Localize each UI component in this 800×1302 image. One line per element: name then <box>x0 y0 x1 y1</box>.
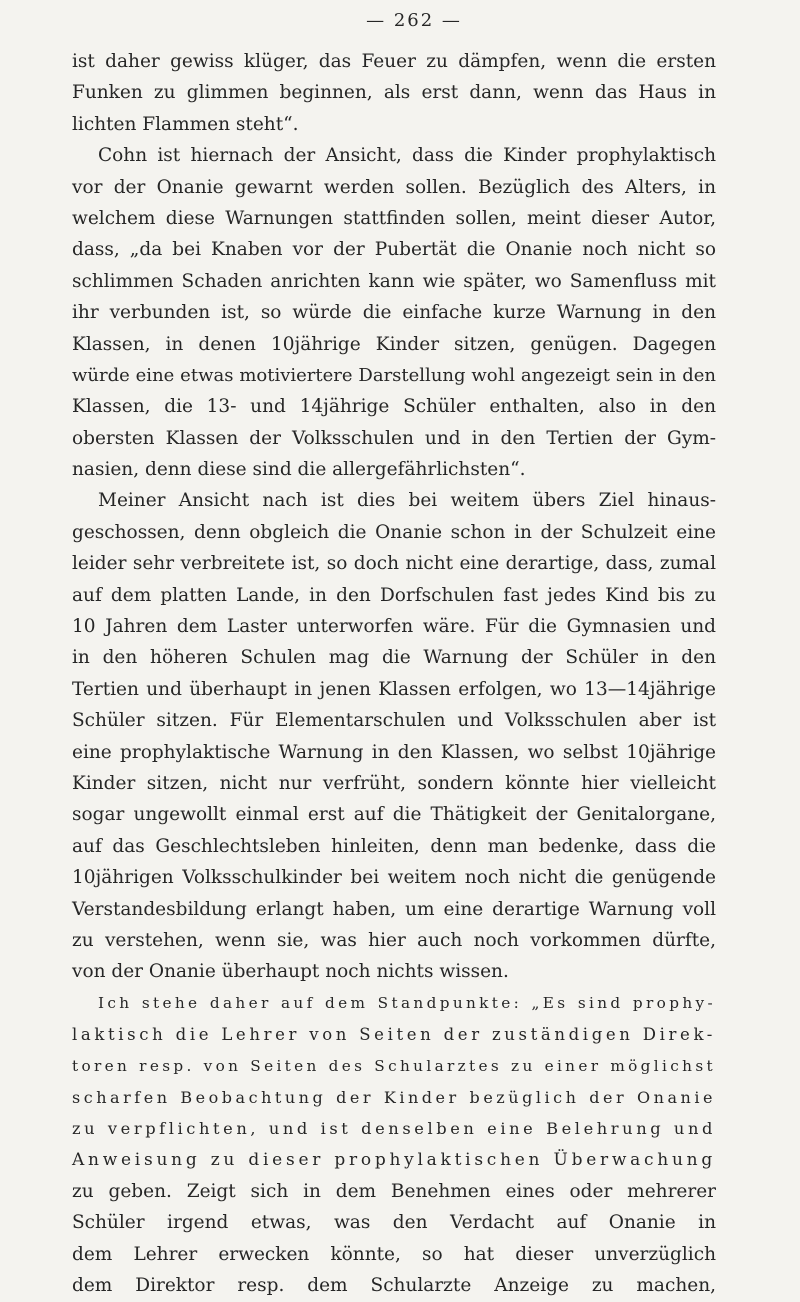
text-line: auf dem platten Lande, in den Dorfschulen fast jedes Kind bis zu <box>72 584 716 606</box>
text-line: 10jährigen Volksschulkinder bei weitem noch nicht die genügende <box>72 867 716 889</box>
text-line: Verstandesbildung erlangt haben, um eine derartige Warnung voll <box>72 898 716 920</box>
text-line: zu geben. Zeigt sich in dem Benehmen eines oder mehrerer <box>72 1181 716 1203</box>
text-line: würde eine etwas motiviertere Darstellung wohl angezeigt sein in den <box>72 364 716 386</box>
text-line: Schüler irgend etwas, was den Verdacht auf Onanie in <box>72 1212 716 1234</box>
text-line: Meiner Ansicht nach ist dies bei weitem übers Ziel hinaus- <box>98 490 716 512</box>
text-line: nasien, denn diese sind die allergefährlichsten“. <box>72 459 526 481</box>
text-line: geschossen, denn obgleich die Onanie schon in der Schulzeit eine <box>72 521 716 543</box>
body-text <box>72 46 716 1302</box>
text-line: zu verstehen, wenn sie, was hier auch noch vorkommen dürfte, <box>72 929 716 951</box>
text-line: laktisch die Lehrer von Seiten der zuständigen Direk- <box>72 1025 716 1045</box>
text-line: leider sehr verbreitete ist, so doch nicht eine derartige, dass, zumal <box>72 553 716 575</box>
text-line: Klassen, in denen 10jährige Kinder sitzen, genügen. Dagegen <box>72 333 716 355</box>
text-line: Ich stehe daher auf dem Standpunkte: „Es sind prophy- <box>98 993 716 1012</box>
text-line: toren resp. von Seiten des Schularztes zu einer möglichst <box>72 1056 716 1075</box>
text-line: Anweisung zu dieser prophylaktischen Überwachung <box>72 1149 716 1170</box>
text-line: 10 Jahren dem Laster unterworfen wäre. Für die Gymnasien und <box>72 616 716 638</box>
text-line: dass, „da bei Knaben vor der Pubertät die Onanie noch nicht so <box>72 239 716 261</box>
text-line: obersten Klassen der Volksschulen und in den Tertien der Gym- <box>72 427 716 449</box>
text-line: vor der Onanie gewarnt werden sollen. Bezüglich des Alters, in <box>72 176 716 198</box>
text-line: scharfen Beobachtung der Kinder bezüglich der Onanie <box>72 1087 716 1107</box>
text-line: sogar ungewollt einmal erst auf die Thätigkeit der Genitalorgane, <box>72 804 716 826</box>
text-line: schlimmen Schaden anrichten kann wie später, wo Samenfluss mit <box>72 270 716 292</box>
text-line: dem Direktor resp. dem Schularzte Anzeige zu machen, <box>72 1275 716 1297</box>
text-line: Tertien und überhaupt in jenen Klassen erfolgen, wo 13—14jährige <box>72 678 716 700</box>
text-line: von der Onanie überhaupt noch nichts wissen. <box>72 961 509 983</box>
text-line: lichten Flammen steht“. <box>72 113 299 135</box>
text-line: auf das Geschlechtsleben hinleiten, denn man bedenke, dass die <box>72 835 716 857</box>
text-line: Cohn ist hiernach der Ansicht, dass die Kinder prophylaktisch <box>98 145 716 167</box>
text-line: eine prophylaktische Warnung in den Klassen, wo selbst 10jährige <box>72 741 716 763</box>
text-line: Schüler sitzen. Für Elementarschulen und Volksschulen aber ist <box>72 710 716 732</box>
text-line: ist daher gewiss klüger, das Feuer zu dämpfen, wenn die ersten <box>72 51 716 72</box>
text-line: Funken zu glimmen beginnen, als erst dann, wenn das Haus in <box>72 82 716 104</box>
text-line: zu verpflichten, und ist denselben eine Belehrung und <box>72 1119 716 1139</box>
text-line: Klassen, die 13- und 14jährige Schüler enthalten, also in den <box>72 396 716 418</box>
text-line: Kinder sitzen, nicht nur verfrüht, sondern könnte hier vielleicht <box>72 772 716 794</box>
text-line: welchem diese Warnungen stattfinden sollen, meint dieser Autor, <box>72 207 716 229</box>
text-line: in den höheren Schulen mag die Warnung der Schüler in den <box>72 647 716 669</box>
text-line: ihr verbunden ist, so würde die einfache kurze Warnung in den <box>72 302 716 324</box>
page-number: — 262 — <box>366 10 462 31</box>
text-line: dem Lehrer erwecken könnte, so hat dieser unverzüglich <box>72 1243 716 1265</box>
